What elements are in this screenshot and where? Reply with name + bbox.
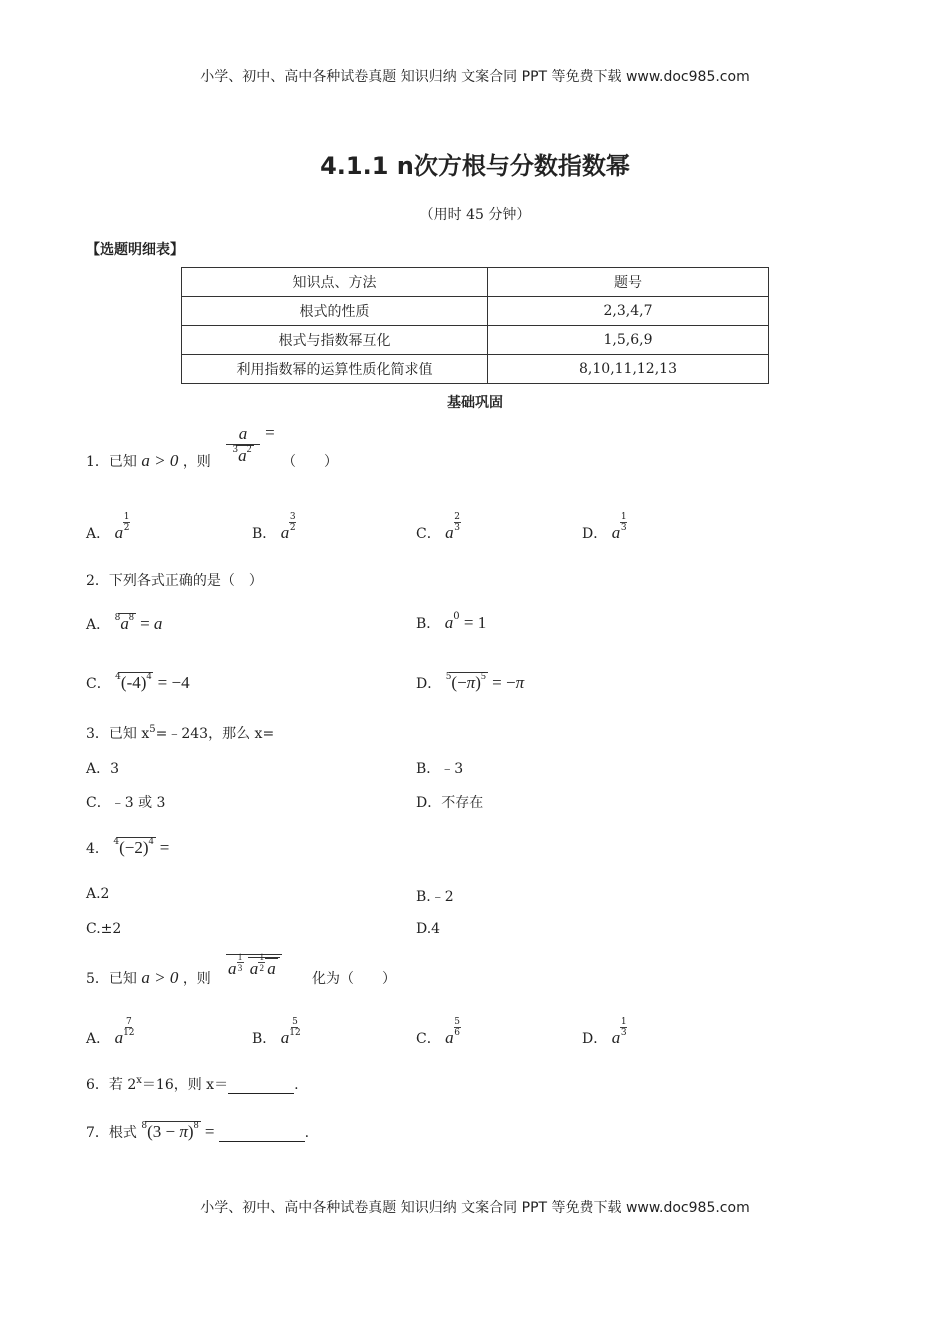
q6-superscript: x — [136, 1075, 142, 1086]
q1-option-d: D． a $\frac{1}{3}$ — [582, 511, 627, 542]
question-4-stem: 4． $^4(-2)^4$ = — [86, 836, 170, 857]
table-header-cell: 知识点、方法 — [182, 268, 488, 297]
option-label: C． — [86, 676, 111, 692]
table-header-cell: 题号 — [488, 268, 769, 297]
q1-option-c: C． a $\frac{2}{3}$ — [416, 511, 461, 542]
question-5-stem — [86, 968, 211, 988]
question-1-stem — [86, 451, 211, 471]
option-label: B． — [252, 526, 277, 542]
exp-num: 7 — [125, 1016, 132, 1027]
question-3-stem — [86, 723, 274, 743]
q1-option-b: B． a $\frac{3}{2}$ — [252, 511, 296, 542]
option-label: D． — [582, 526, 608, 542]
exp-num: 2 — [454, 511, 461, 522]
exp-den: 2 — [289, 522, 296, 533]
question-7-stem: 7．根式 $^8(3 - \pi)^8$ = . — [86, 1120, 310, 1141]
exp-num: 1 — [620, 511, 627, 522]
q2-option-b: B． $a^0 = 1$ — [416, 611, 487, 632]
q7-end: . — [304, 1125, 310, 1141]
table-row — [182, 326, 769, 355]
option-label: C． — [416, 1031, 441, 1047]
topic-table — [181, 267, 769, 384]
exp-num: 5 — [454, 1016, 461, 1027]
q5-option-d: D． a $\frac{1}{3}$ — [582, 1016, 627, 1047]
exp-num: 1 — [123, 511, 130, 522]
table-row — [182, 297, 769, 326]
option-label: B． — [252, 1031, 277, 1047]
q5-option-c: C． a $\frac{5}{6}$ — [416, 1016, 461, 1047]
exp-den: 3 — [620, 1027, 627, 1038]
q2-option-a: A． $^8a^8 = a$ — [86, 612, 163, 633]
q1-stem-post: （ ） — [282, 454, 338, 470]
q5-stem-mid: ，则 — [182, 971, 211, 987]
question-6-stem — [86, 1074, 299, 1094]
option-label: D． — [416, 676, 442, 692]
q3-stem-pre: 3．已知 x — [86, 726, 150, 742]
q4-option-d: D.4 — [416, 921, 441, 937]
q6-stem-pre: 6．若 2 — [86, 1077, 137, 1093]
q3-option-d: D．不存在 — [416, 795, 484, 811]
q3-option-a: A．3 — [86, 761, 120, 777]
exp-den: 6 — [454, 1027, 461, 1038]
q1-stem-pre: 1．已知 — [86, 454, 137, 470]
q3-option-c: C．﹣3 或 3 — [86, 795, 166, 811]
page-title: 4.1.1 n次方根与分数指数幂 — [320, 152, 630, 180]
exp-den: 12 — [123, 1027, 135, 1038]
q3-superscript: 5 — [149, 724, 156, 735]
q2-option-d: D． $^5(-\pi)^5 = -\pi$ — [416, 671, 525, 692]
q6-answer-blank[interactable] — [228, 1079, 294, 1094]
q5-stem-pre: 5．已知 — [86, 971, 137, 987]
exp-den: 3 — [620, 522, 627, 533]
option-label: B． — [416, 616, 441, 632]
q3-stem-post: =﹣243，那么 x= — [155, 726, 275, 742]
exp-num: 3 — [289, 511, 296, 522]
table-cell: 根式与指数幂互化 — [182, 326, 488, 355]
table-cell: 根式的性质 — [182, 297, 488, 326]
exp-den: 3 — [454, 522, 461, 533]
q4-option-c: C.±2 — [86, 921, 122, 937]
option-label: A． — [86, 617, 111, 633]
q5-expression: a $\frac{1}{3}$ a $\frac{1}{2}$ a — [226, 954, 282, 981]
exp-num: 5 — [292, 1016, 298, 1027]
question-2-stem: 2．下列各式正确的是（ ） — [86, 573, 263, 589]
q5-stem-post: 化为（ ） — [312, 971, 396, 987]
table-cell: 8,10,11,12,13 — [488, 355, 769, 384]
table-heading: 【选题明细表】 — [86, 242, 184, 258]
option-label: A． — [86, 1031, 111, 1047]
table-cell: 2,3,4,7 — [488, 297, 769, 326]
table-row — [182, 355, 769, 384]
exp-den: 12 — [289, 1027, 301, 1038]
header-banner: 小学、初中、高中各种试卷真题 知识归纳 文案合同 PPT 等免费下载 www.doc985.com — [200, 69, 750, 85]
q6-stem-post: ＝16，则 x＝ — [141, 1077, 229, 1093]
option-label: C． — [416, 526, 441, 542]
q4-option-b: B.﹣2 — [416, 889, 454, 905]
q5-option-b: B． a $\frac{5}{12}$ — [252, 1016, 301, 1047]
q5-condition: a > 0 — [141, 968, 179, 987]
table-cell: 利用指数幂的运算性质化简求值 — [182, 355, 488, 384]
q7-answer-blank[interactable] — [219, 1127, 305, 1142]
q1-stem-mid: ，则 — [182, 454, 211, 470]
footer-banner: 小学、初中、高中各种试卷真题 知识归纳 文案合同 PPT 等免费下载 www.doc985.com — [200, 1200, 750, 1216]
q1-expression: $\frac{a}{^3a^2}$ = — [226, 424, 275, 466]
table-header-row — [182, 268, 769, 297]
option-label: D． — [582, 1031, 608, 1047]
table-cell: 1,5,6,9 — [488, 326, 769, 355]
q1-option-a: A． a $\frac{1}{2}$ — [86, 511, 130, 542]
q5-option-a: A． a $\frac{7}{12}$ — [86, 1016, 135, 1047]
q2-option-c: C． $^4(-4)^4 = -4$ — [86, 671, 190, 692]
option-label: A． — [86, 526, 111, 542]
section-title: 基础巩固 — [447, 395, 503, 411]
exp-num: 1 — [620, 1016, 627, 1027]
q4-option-a: A.2 — [86, 886, 110, 902]
q4-stem-pre: 4． — [86, 841, 109, 857]
q3-option-b: B．﹣3 — [416, 761, 464, 777]
q1-condition: a > 0 — [141, 451, 179, 470]
time-note: （用时 45 分钟） — [419, 207, 531, 223]
q7-stem-pre: 7．根式 — [86, 1125, 137, 1141]
q6-end: . — [294, 1077, 299, 1093]
exp-den: 2 — [123, 522, 130, 533]
